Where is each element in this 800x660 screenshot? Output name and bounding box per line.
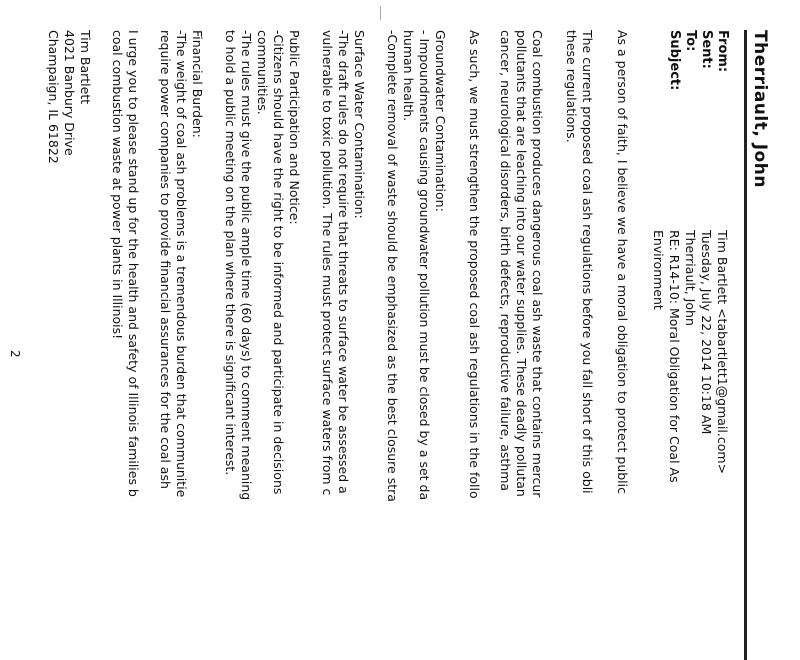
body-line: As such, we must strengthen the proposed coal ash regulations in the follo	[467, 30, 482, 499]
body-line: to hold a public meeting on the plan where there is significant interest.	[223, 30, 238, 476]
section-heading: Surface Water Contamination:	[352, 30, 367, 219]
sent-value: Tuesday, July 22, 2014 10:18 AM	[699, 230, 714, 435]
to-label: To:	[683, 30, 698, 52]
subject-value: RE: R14-10: Moral Obligation for Coal As	[667, 230, 682, 483]
sent-label: Sent:	[699, 30, 714, 69]
body-line: vulnerable to toxic pollution. The rules must protect surface waters from c	[320, 30, 335, 496]
body-line: cancer, neurological disorders, birth defects, reproductive failure, asthma	[498, 30, 513, 492]
body-line: -The rules must give the public ample time (60 days) to comment meaning	[239, 30, 254, 501]
section-heading: Groundwater Contamination:	[433, 30, 448, 212]
to-value: Therriault, John	[683, 230, 698, 326]
subject-continuation: Environment	[651, 230, 666, 310]
section-heading: Public Participation and Notice:	[287, 30, 302, 225]
scan-artifact	[380, 6, 381, 20]
body-line: human health.	[401, 30, 416, 122]
title-divider	[744, 30, 747, 660]
body-line: I urge you to please stand up for the health and safety of Illinois families b	[126, 30, 141, 497]
subject-label: Subject:	[667, 30, 682, 91]
document-title: Therriault, John	[750, 30, 770, 188]
body-line: As a person of faith, I believe we have a moral obligation to protect public	[615, 30, 630, 494]
page-number: 2	[8, 350, 22, 358]
body-line: -The weight of coal ash problems is a tremendous burden that communitie	[174, 30, 189, 498]
from-value: Tim Bartlett <tabartlett1@gmail.com>	[715, 230, 730, 475]
body-line: require power companies to provide financial assurances for the coal ash	[158, 30, 173, 489]
signature-city: Champaign, IL 61822	[46, 30, 61, 164]
body-line: The current proposed coal ash regulations before you fall short of this obli	[580, 30, 595, 494]
body-line: pollutants that are leaching into our water supplies. These deadly pollutan	[514, 30, 529, 497]
body-line: -Citizens should have the right to be informed and participate in decisions	[271, 30, 286, 495]
body-line: communities.	[255, 30, 270, 115]
body-line: these regulations.	[564, 30, 579, 143]
signature-name: Tim Bartlett	[78, 30, 93, 105]
body-line: coal combustion waste at power plants in Illinois!	[110, 30, 125, 340]
body-line: Coal combustion produces dangerous coal ash waste that contains mercur	[530, 30, 545, 498]
body-line: - Impoundments causing groundwater pollution must be closed by a set da	[417, 30, 432, 501]
body-line: -The draft rules do not require that threats to surface water be assessed a	[336, 30, 351, 494]
from-label: From:	[715, 30, 730, 73]
signature-address: 4021 Banbury Drive	[62, 30, 77, 156]
section-heading: Financial Burden:	[190, 30, 205, 138]
body-line: -Complete removal of waste should be emphasized as the best closure stra	[385, 30, 400, 502]
